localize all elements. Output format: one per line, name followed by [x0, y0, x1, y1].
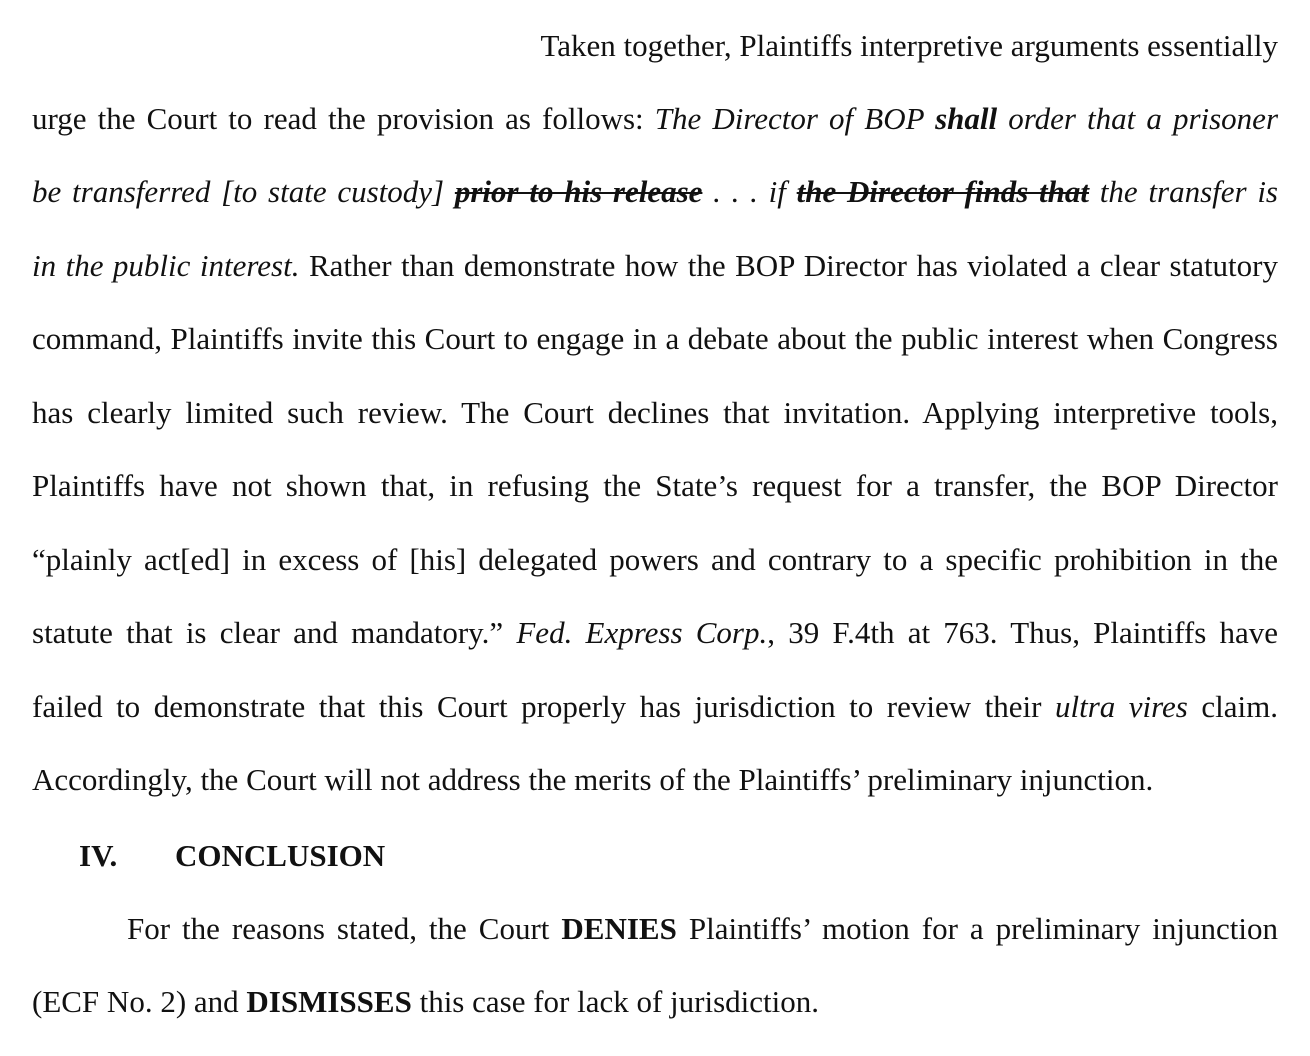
italic-quote-span: order that a prisoner: [997, 101, 1279, 136]
paragraph-line-3: [32, 174, 1278, 210]
text-span: has clearly limited such review. The Court declines that invitation. Applying interpretive tools,: [32, 395, 1278, 430]
text-span: Taken together, Plaintiffs interpretive arguments essentially: [540, 28, 1278, 63]
italic-quote-span: The Director of BOP: [654, 101, 936, 136]
conclusion-line-2: [32, 984, 1278, 1020]
paragraph-line-11: [32, 762, 1278, 798]
text-span: For the reasons stated, the Court: [127, 911, 562, 946]
bold-italic-shall: shall: [935, 101, 998, 136]
text-span: , 39 F.4th at 763. Thus, Plaintiffs have: [767, 615, 1278, 650]
italic-ultra-vires: ultra vires: [1054, 689, 1188, 724]
bold-denies: DENIES: [561, 911, 677, 946]
paragraph-line-7: [32, 468, 1278, 504]
conclusion-line-1: [127, 911, 1278, 947]
paragraph-line-10: [32, 689, 1278, 725]
paragraph-line-8: [32, 542, 1278, 578]
text-span: (ECF No. 2) and: [32, 984, 247, 1019]
struck-text-director-finds: the Director finds that: [796, 174, 1090, 209]
case-citation-italic: Fed. Express Corp.: [516, 615, 768, 650]
paragraph-line-2: [32, 101, 1278, 137]
section-title: CONCLUSION: [175, 838, 386, 873]
text-span: Plaintiffs have not shown that, in refusing the State’s request for a transfer, the BOP Director: [32, 468, 1278, 503]
bold-dismisses: DISMISSES: [246, 984, 412, 1019]
text-span: Accordingly, the Court will not address the merits of the Plaintiffs’ preliminary injunction.: [32, 762, 1154, 797]
paragraph-line-1: [32, 28, 1278, 64]
italic-quote-span: be transferred [to state custody]: [32, 174, 455, 209]
text-span: failed to demonstrate that this Court properly has jurisdiction to review their: [32, 689, 1055, 724]
paragraph-line-5: [32, 321, 1278, 357]
struck-text-prior-to-release: prior to his release: [454, 174, 703, 209]
text-span: this case for lack of jurisdiction.: [411, 984, 820, 1019]
italic-quote-span: the transfer is: [1089, 174, 1278, 209]
text-span: Rather than demonstrate how the BOP Director has violated a clear statutory: [299, 248, 1278, 283]
text-span: Plaintiffs’ motion for a preliminary injunction: [676, 911, 1278, 946]
paragraph-line-4: [32, 248, 1278, 284]
italic-quote-span: in the public interest.: [32, 248, 300, 283]
text-span: “plainly act[ed] in excess of [his] delegated powers and contrary to a specific prohibition in the: [32, 542, 1278, 577]
text-span: urge the Court to read the provision as follows:: [32, 101, 655, 136]
paragraph-line-9: [32, 615, 1278, 651]
text-span: statute that is clear and mandatory.”: [32, 615, 517, 650]
text-span: command, Plaintiffs invite this Court to engage in a debate about the public interest when Congress: [32, 321, 1278, 356]
paragraph-line-6: [32, 395, 1278, 431]
text-span: claim.: [1187, 689, 1278, 724]
italic-quote-span: . . . if: [702, 174, 797, 209]
section-number: IV.: [79, 838, 118, 873]
